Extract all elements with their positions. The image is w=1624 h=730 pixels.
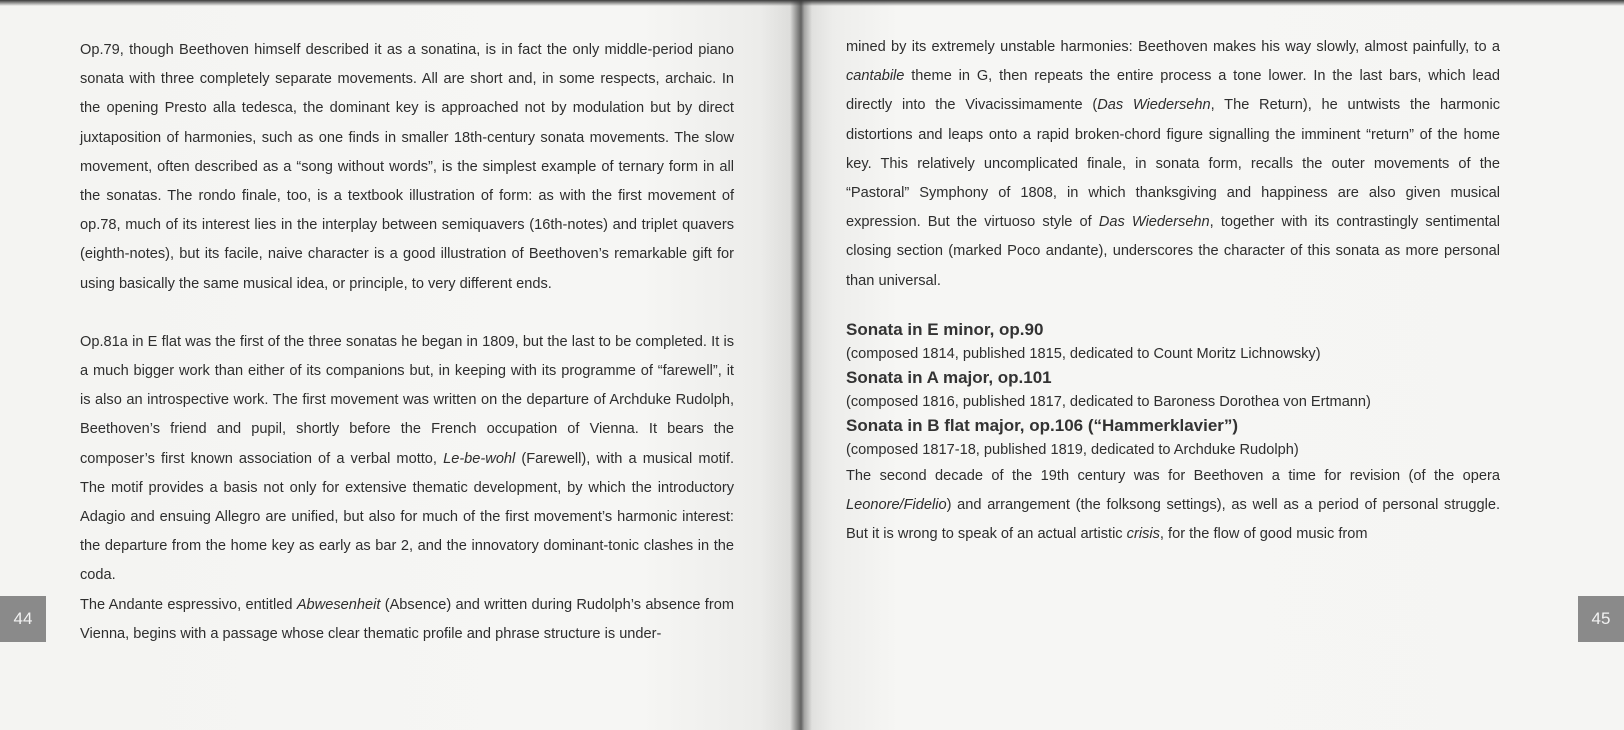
top-edge-shadow (0, 0, 1624, 6)
section-details: (composed 1816, published 1817, dedicated to Baroness Dorothea von Ertmann) (846, 393, 1371, 410)
paragraph-continuation (846, 33, 1500, 296)
section-op106 (846, 414, 1500, 462)
section-op90 (846, 318, 1500, 366)
text-run: , for the flow of good music from (1159, 526, 1368, 543)
italic-term: Abwesenheit (296, 596, 381, 613)
italic-term: crisis (1126, 526, 1160, 543)
section-details: (composed 1817-18, published 1819, dedicated to Archduke Rudolph) (846, 441, 1299, 458)
page-number-right: 45 (1578, 596, 1624, 642)
book-gutter (790, 0, 812, 730)
paragraph-op79: Op.79, though Beethoven himself described it as a sonatina, is in fact the only middle-period piano sonata with three completely separate movements. All are short and, in some respects, archaic. In the opening Presto alla tedesca, the dominant key is approached not by modulation but by direct juxtaposition of harmonies, such as one finds in smaller 18th-century sonata movements. The slow movement, often described as a “song without words”, is the simplest example of ternary form in all the sonatas. The rondo finale, too, is a textbook illustration of form: as with the first movement of op.78, much of its interest lies in the interplay between semiquavers (16th-notes) and triplet quavers (eighth-notes), but its facile, naive character is a good illustration of Beethoven’s remarkable gift for using basically the same musical idea, or principle, to very different ends. (80, 42, 734, 292)
paragraph-op81a (80, 328, 734, 591)
italic-term: cantabile (846, 68, 905, 85)
page-number-left: 44 (0, 596, 46, 642)
text-run: , together with its contrastingly sentimental closing section (marked Poco andante), underscores the character of this sonata as more personal than universal. (846, 214, 1500, 289)
text-run: , The Return), he untwists the harmonic distortions and leaps onto a rapid broken-chord figure signalling the imminent “return” of the home key. This relatively uncomplicated finale, in sonata form, recalls the outer movements of the “Pastoral” Symphony of 1808, in which thanksgiving and happiness are also given musical expression. But the virtuoso style of (846, 97, 1500, 231)
left-page (0, 0, 800, 730)
section-spacer (846, 296, 1500, 318)
section-op101 (846, 366, 1500, 414)
section-heading: Sonata in E minor, op.90 (846, 319, 1044, 339)
text-run: theme in G, then repeats the entire process a tone lower. In the last bars, which lead directly into the Vivacissimamente ( (846, 68, 1500, 114)
right-page (800, 0, 1624, 730)
text-run: The Andante espressivo, entitled (80, 596, 297, 613)
paragraph-second-decade (846, 462, 1500, 550)
section-details: (composed 1814, published 1815, dedicated to Count Moritz Lichnowsky) (846, 345, 1321, 362)
text-run: Op.81a in E flat was the first of the three sonatas he began in 1809, but the last to be completed. It is a much bigger work than either of its companions but, in keeping with its programme of “farewell”, it is also an introspective work. The first movement was written on the departure of Archduke Rudolph, Beethoven’s friend and pupil, shortly before the French occupation of Vienna. It bears the composer’s first known association of a verbal motto, (80, 333, 734, 467)
text-run: ) and arrangement (the folksong settings), as well as a period of personal struggle. But it is wrong to speak of an actual artistic (846, 497, 1500, 543)
italic-term: Leonore/Fidelio (846, 497, 947, 514)
italic-term: Das Wiedersehn (1098, 214, 1210, 231)
text-run: mined by its extremely unstable harmonies: Beethoven makes his way slowly, almost painfully, to a (846, 39, 1500, 55)
text-run: (Absence) and written during Rudolph’s absence from Vienna, begins with a passage whose clear thematic profile and phrase structure is under- (80, 596, 734, 642)
italic-term: Das Wiedersehn (1097, 97, 1211, 114)
right-page-text (846, 33, 1500, 549)
left-page-text (80, 36, 734, 649)
paragraph-spacer (80, 299, 734, 328)
italic-term: Le-be-wohl (443, 450, 516, 467)
section-heading: Sonata in A major, op.101 (846, 367, 1052, 387)
text-run: The second decade of the 19th century was for Beethoven a time for revision (of the opera (846, 467, 1500, 484)
paragraph-andante (80, 591, 734, 649)
text-run: (Farewell), with a musical motif. The motif provides a basis not only for extensive thematic development, by which the introductory Adagio and ensuing Allegro are unified, but also for much of the first movement’s harmonic interest: the departure from the home key as early as bar 2, and the innovatory dominant-tonic clashes in the coda. (80, 450, 734, 584)
section-heading: Sonata in B flat major, op.106 (“Hammerklavier”) (846, 415, 1239, 435)
